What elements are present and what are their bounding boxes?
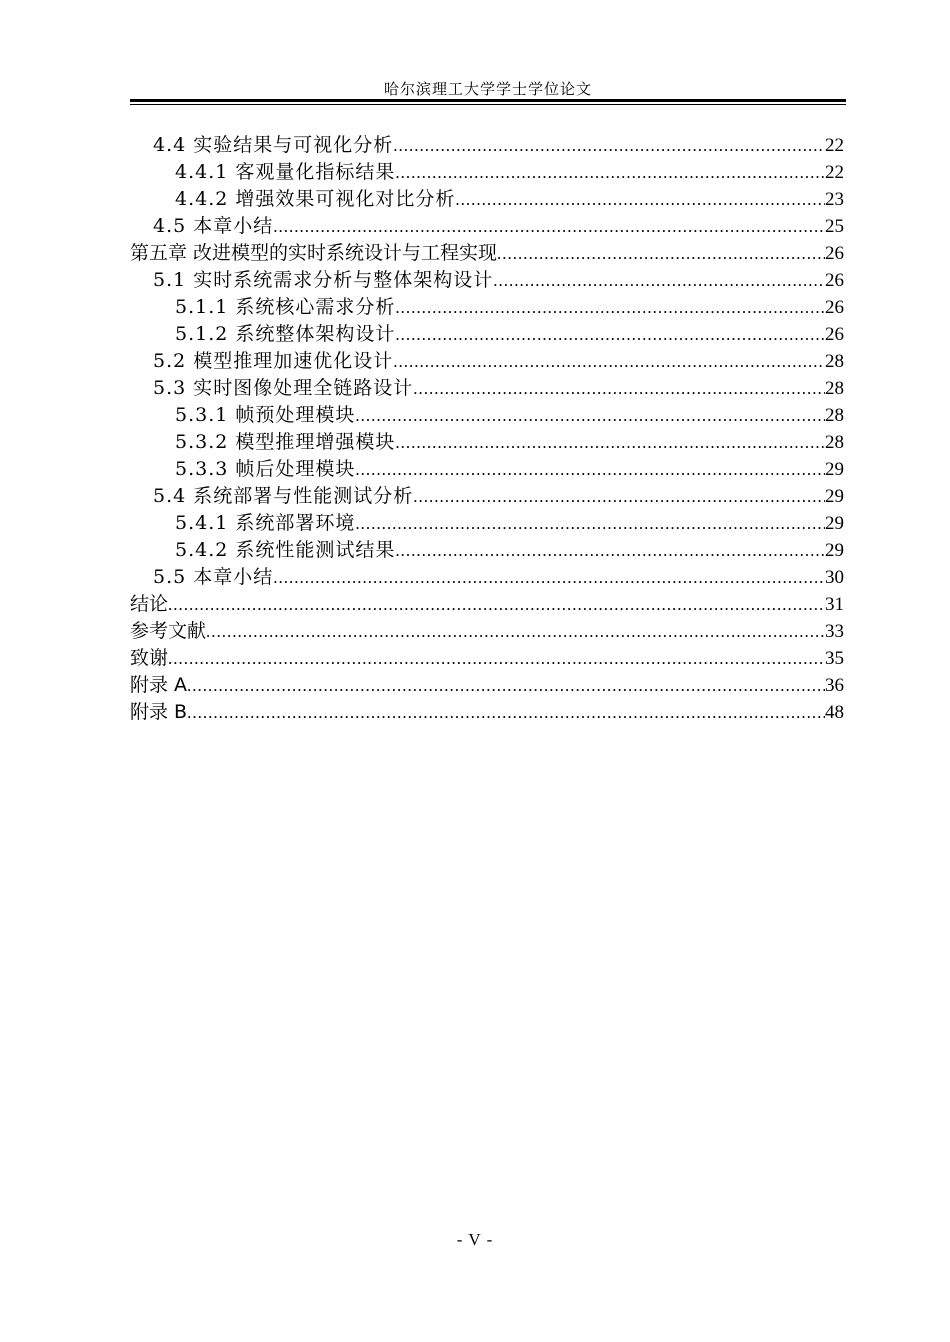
toc-entry-page: 29	[825, 486, 844, 507]
toc-dot-leader	[187, 699, 825, 726]
toc-entry-page: 26	[825, 270, 844, 291]
toc-entry[interactable]	[130, 402, 844, 429]
toc-entry-page: 33	[825, 621, 844, 642]
toc-entry-title: 致谢	[130, 647, 169, 669]
toc-dot-leader	[273, 564, 825, 591]
toc-entry-page: 22	[825, 135, 844, 156]
toc-dot-leader	[413, 375, 825, 402]
toc-entry-title: 附录 B	[130, 701, 188, 723]
toc-entry-page: 28	[825, 432, 844, 453]
toc-entry[interactable]	[130, 294, 844, 321]
toc-entry[interactable]	[130, 699, 844, 726]
toc-entry-title: 结论	[130, 593, 169, 615]
toc-entry[interactable]	[130, 321, 844, 348]
toc-entry-page: 26	[825, 243, 844, 264]
toc-entry-page: 26	[825, 324, 844, 345]
toc-entry-title: 附录 A	[130, 674, 188, 696]
toc-dot-leader	[355, 402, 825, 429]
toc-dot-leader	[455, 186, 825, 213]
toc-entry-page: 23	[825, 189, 844, 210]
header-rule-thin	[130, 104, 846, 105]
toc-entry[interactable]	[130, 672, 844, 699]
toc-dot-leader	[187, 672, 825, 699]
toc-entry[interactable]	[130, 375, 844, 402]
header-rule-thick	[130, 99, 846, 102]
toc-entry-title: 5.3 实时图像处理全链路设计	[153, 377, 414, 399]
toc-entry-page: 36	[825, 675, 844, 696]
toc-entry-title: 5.4.1 系统部署环境	[175, 512, 356, 534]
toc-entry-page: 30	[825, 567, 844, 588]
toc-entry-title: 5.4 系统部署与性能测试分析	[153, 485, 414, 507]
toc-entry-title: 5.1 实时系统需求分析与整体架构设计	[153, 269, 494, 291]
toc-entry-page: 29	[825, 540, 844, 561]
toc-entry-page: 48	[825, 702, 844, 723]
toc-entry-title: 5.3.2 模型推理增强模块	[175, 431, 396, 453]
toc-entry-page: 25	[825, 216, 844, 237]
header-title: 哈尔滨理工大学学士学位论文	[383, 80, 592, 98]
toc-entry-page: 31	[825, 594, 844, 615]
toc-entry[interactable]	[130, 267, 844, 294]
toc-dot-leader	[395, 429, 825, 456]
toc-entry[interactable]	[130, 159, 844, 186]
toc-entry-title: 5.1.1 系统核心需求分析	[175, 296, 396, 318]
toc-entry[interactable]	[130, 564, 844, 591]
toc-entry-page: 26	[825, 297, 844, 318]
toc-dot-leader	[395, 537, 825, 564]
toc-entry-title: 4.4.2 增强效果可视化对比分析	[175, 188, 456, 210]
toc-dot-leader	[413, 483, 825, 510]
toc-dot-leader	[206, 618, 825, 645]
toc-dot-leader	[395, 159, 825, 186]
toc-dot-leader	[168, 645, 825, 672]
toc-entry[interactable]	[130, 591, 844, 618]
toc-entry-page: 28	[825, 378, 844, 399]
toc-entry[interactable]	[130, 537, 844, 564]
toc-entry[interactable]	[130, 618, 844, 645]
toc-entry-page: 29	[825, 513, 844, 534]
table-of-contents	[130, 132, 844, 726]
toc-entry-title: 4.4.1 客观量化指标结果	[175, 161, 396, 183]
toc-entry[interactable]	[130, 213, 844, 240]
toc-entry[interactable]	[130, 645, 844, 672]
toc-entry-title: 参考文献	[130, 620, 207, 642]
toc-dot-leader	[273, 213, 825, 240]
toc-dot-leader	[393, 132, 825, 159]
toc-entry-title: 5.3.3 帧后处理模块	[175, 458, 356, 480]
toc-entry-page: 29	[825, 459, 844, 480]
toc-dot-leader	[355, 510, 825, 537]
toc-entry[interactable]	[130, 348, 844, 375]
toc-entry[interactable]	[130, 186, 844, 213]
toc-dot-leader	[493, 267, 825, 294]
toc-entry-title: 4.4 实验结果与可视化分析	[153, 134, 394, 156]
toc-entry-title: 5.4.2 系统性能测试结果	[175, 539, 396, 561]
toc-dot-leader	[168, 591, 825, 618]
toc-entry[interactable]	[130, 240, 844, 267]
toc-entry[interactable]	[130, 132, 844, 159]
toc-dot-leader	[395, 321, 825, 348]
toc-entry-title: 5.3.1 帧预处理模块	[175, 404, 356, 426]
toc-dot-leader	[497, 240, 825, 267]
toc-entry-page: 28	[825, 405, 844, 426]
toc-entry-title: 5.2 模型推理加速优化设计	[153, 350, 394, 372]
toc-entry-page: 35	[825, 648, 844, 669]
toc-entry-title: 5.5 本章小结	[153, 566, 274, 588]
toc-entry-title: 第五章 改进模型的实时系统设计与工程实现	[130, 242, 498, 264]
toc-entry-page: 28	[825, 351, 844, 372]
toc-entry-page: 22	[825, 162, 844, 183]
page-number: - V -	[456, 1230, 494, 1249]
toc-entry-title: 4.5 本章小结	[153, 215, 274, 237]
toc-entry[interactable]	[130, 483, 844, 510]
toc-entry[interactable]	[130, 429, 844, 456]
toc-entry[interactable]	[130, 510, 844, 537]
toc-dot-leader	[393, 348, 825, 375]
toc-dot-leader	[355, 456, 825, 483]
toc-entry[interactable]	[130, 456, 844, 483]
toc-dot-leader	[395, 294, 825, 321]
toc-entry-title: 5.1.2 系统整体架构设计	[175, 323, 396, 345]
